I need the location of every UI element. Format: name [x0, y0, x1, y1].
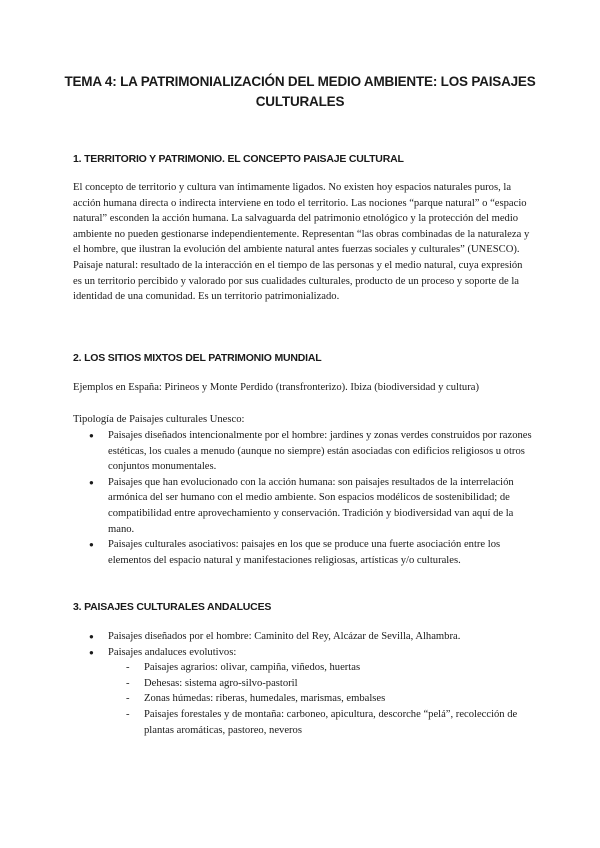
section-1-heading: 1. TERRITORIO Y PATRIMONIO. EL CONCEPTO PAISAJE CULTURAL	[73, 153, 404, 165]
list-item: ● Paisajes diseñados intencionalmente por el hombre: jardines y zonas verdes construidos por razones estéticas, los cuales a menudo (aunque no siempre) están asociadas con edificios religiosos u otros conjuntos monumentales.	[73, 428, 533, 475]
list-item	[73, 629, 533, 645]
document-title: TEMA 4: LA PATRIMONIALIZACIÓN DEL MEDIO AMBIENTE: LOS PAISAJES CULTURALES	[64, 74, 536, 109]
sublist-item: - Zonas húmedas: riberas, humedales, marismas, embalses	[108, 691, 533, 707]
andalusian-landscapes-list	[73, 629, 533, 738]
section-1-paragraph-1: El concepto de territorio y cultura van íntimamente ligados. No existen hoy espacios naturales puros, la acción humana directa o indirecta interviene en todo el territorio. Las nociones “parque natural” o “espacio natural” esconden la acción humana. La salvaguarda del patrimonio etnológico y la protección del medio ambiente no pueden gestionarse independientemente. Representan “las obras combinadas de la naturaleza y el hombre, que ilustran la evolución del ambiente natural antes fuerzas sociales y culturales” (UNESCO).	[73, 182, 530, 256]
section-2-typology-intro: Tipología de Paisajes culturales Unesco:	[73, 414, 245, 425]
sublist-item: - Paisajes forestales y de montaña: carboneo, apicultura, descorche “pelá”, recolección de plantas aromáticas, pastoreo, neveros	[108, 707, 533, 738]
sublist-item: - Paisajes agrarios: olivar, campiña, viñedos, huertas	[108, 660, 533, 676]
list-item: ● Paisajes culturales asociativos: paisajes en los que se produce una fuerte asociación entre los elementos del espacio natural y manifestaciones religiosas, artísticas y/o culturales.	[73, 537, 533, 568]
section-3-heading: 3. PAISAJES CULTURALES ANDALUCES	[73, 601, 272, 613]
section-2-heading: 2. LOS SITIOS MIXTOS DEL PATRIMONIO MUNDIAL	[73, 352, 322, 364]
list-item	[73, 645, 533, 739]
list-item: ● Paisajes que han evolucionado con la acción humana: son paisajes resultados de la interrelación armónica del ser humano con el medio ambiente. Son espacios modélicos de sostenibilidad; de compatibilidad entre aprovechamiento y conservación. Tradición y biodiversidad van aquí de la mano.	[73, 475, 533, 537]
evolutive-landscapes-sublist	[108, 660, 533, 738]
typology-list	[73, 428, 533, 568]
sublist-item: - Dehesas: sistema agro-silvo-pastoril	[108, 676, 533, 692]
list-item-text: Paisajes diseñados por el hombre: Caminito del Rey, Alcázar de Sevilla, Alhambra.	[108, 631, 461, 642]
section-1-paragraph-2: Paisaje natural: resultado de la interacción en el tiempo de las personas y el medio natural, cuya expresión es un territorio percibido y valorado por sus cualidades culturales, producto de un proceso y soporte de la identidad de una comunidad. Es un territorio patrimonializado.	[73, 260, 523, 303]
list-item-text: Paisajes andaluces evolutivos:	[108, 646, 237, 658]
section-2-examples: Ejemplos en España: Pirineos y Monte Perdido (transfronterizo). Ibiza (biodiversidad y cultura)	[73, 382, 479, 393]
